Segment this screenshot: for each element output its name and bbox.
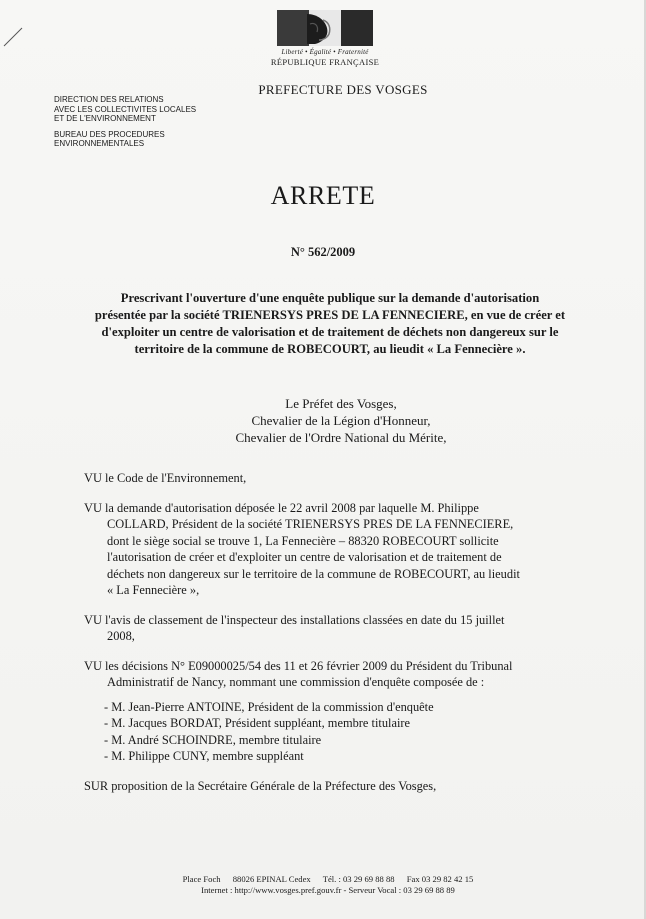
subject-line: d'exploiter un centre de valorisation et de traitement de déchets non dangereux sur le: [101, 325, 559, 339]
paragraph-line: l'autorisation de créer et d'exploiter un centre de valorisation et de traitement de: [107, 550, 502, 564]
republic-name: RÉPUBLIQUE FRANÇAISE: [270, 57, 380, 67]
decree-number: N° 562/2009: [290, 245, 356, 259]
paragraph-line: « La Fennecière »,: [107, 583, 200, 597]
footer-address: Place Foch: [182, 874, 221, 884]
subject-line: présentée par la société TRIENERSYS PRES DE LA FENNECIERE, en vue de créer et: [94, 308, 566, 322]
paragraph-line: déchets non dangereux sur le territoire de la commune de ROBECOURT, au lieudit: [107, 566, 520, 581]
marianne-logo: [270, 10, 380, 67]
page-footer: [0, 874, 646, 896]
paragraph-line: VU la demande d'autorisation déposée le 22 avril 2008 par laquelle M. Philippe: [84, 500, 479, 515]
direction-line: AVEC LES COLLECTIVITES LOCALES: [54, 104, 197, 114]
list-item: - M. André SCHOINDRE, membre titulaire: [104, 732, 322, 747]
document-title: ARRETE: [270, 181, 376, 210]
footer-city: 88026 EPINAL Cedex: [232, 874, 311, 884]
bureau-line: ENVIRONNEMENTALES: [54, 139, 145, 149]
footer-contact-line: [10, 874, 646, 885]
paragraph-line: 2008,: [107, 629, 135, 643]
vu-avis-paragraph: [84, 612, 596, 645]
paragraph-line: dont le siège social se trouve 1, La Fennecière – 88320 ROBECOURT sollicite: [107, 533, 499, 548]
list-item: - M. Jean-Pierre ANTOINE, Président de la commission d'enquête: [104, 699, 434, 714]
vu-decisions-paragraph: [84, 658, 596, 691]
sur-proposition-paragraph: [84, 778, 596, 795]
commission-members-list: [104, 699, 596, 765]
list-item: - M. Jacques BORDAT, Président suppléant, membre titulaire: [104, 716, 411, 730]
decree-subject: [70, 290, 590, 358]
issuing-department: [54, 95, 196, 155]
bureau-line: BUREAU DES PROCEDURES: [54, 129, 165, 139]
footer-tel: Tél. : 03 29 69 88 88: [322, 874, 395, 884]
paragraph-line: VU les décisions N° E09000025/54 des 11 et 26 février 2009 du Président du Tribunal: [84, 658, 513, 673]
republic-motto: Liberté • Égalité • Fraternité: [281, 48, 369, 56]
direction-line: DIRECTION DES RELATIONS: [54, 95, 164, 104]
prefect-line: Le Préfet des Vosges,: [285, 396, 397, 411]
direction-line: ET DE L'ENVIRONNEMENT: [54, 114, 156, 124]
vu-demande-paragraph: [84, 500, 596, 599]
pen-stroke-mark: [2, 8, 42, 48]
paragraph-line: COLLARD, Président de la société TRIENERSYS PRES DE LA FENNECIERE,: [107, 517, 514, 531]
prefecture-name: PREFECTURE DES VOSGES: [258, 82, 428, 97]
marianne-flag-icon: [277, 10, 373, 46]
considerants: [84, 470, 596, 807]
prefect-line: Chevalier de l'Ordre National du Mérite,: [235, 430, 447, 445]
subject-line: Prescrivant l'ouverture d'une enquête publique sur la demande d'autorisation: [120, 291, 540, 305]
paragraph-line: VU le Code de l'Environnement,: [84, 471, 247, 485]
subject-line: territoire de la commune de ROBECOURT, au lieudit « La Fennecière ».: [134, 342, 526, 356]
bureau-block: [54, 130, 196, 149]
list-item: - M. Philippe CUNY, membre suppléant: [104, 749, 304, 763]
paragraph-line: VU l'avis de classement de l'inspecteur des installations classées en date du 15 juillet: [84, 612, 505, 627]
vu-code-paragraph: [84, 470, 596, 487]
prefect-line: Chevalier de la Légion d'Honneur,: [251, 413, 431, 428]
paragraph-line: SUR proposition de la Secrétaire Générale de la Préfecture des Vosges,: [84, 778, 437, 793]
direction-block: [54, 95, 196, 124]
footer-fax: Fax 03 29 82 42 15: [406, 874, 474, 884]
paragraph-line: Administratif de Nancy, nommant une commission d'enquête composée de :: [107, 675, 485, 689]
prefect-titles: [0, 395, 646, 446]
footer-internet: Internet : http://www.vosges.pref.gouv.fr - Serveur Vocal : 03 29 69 88 89: [201, 885, 455, 895]
